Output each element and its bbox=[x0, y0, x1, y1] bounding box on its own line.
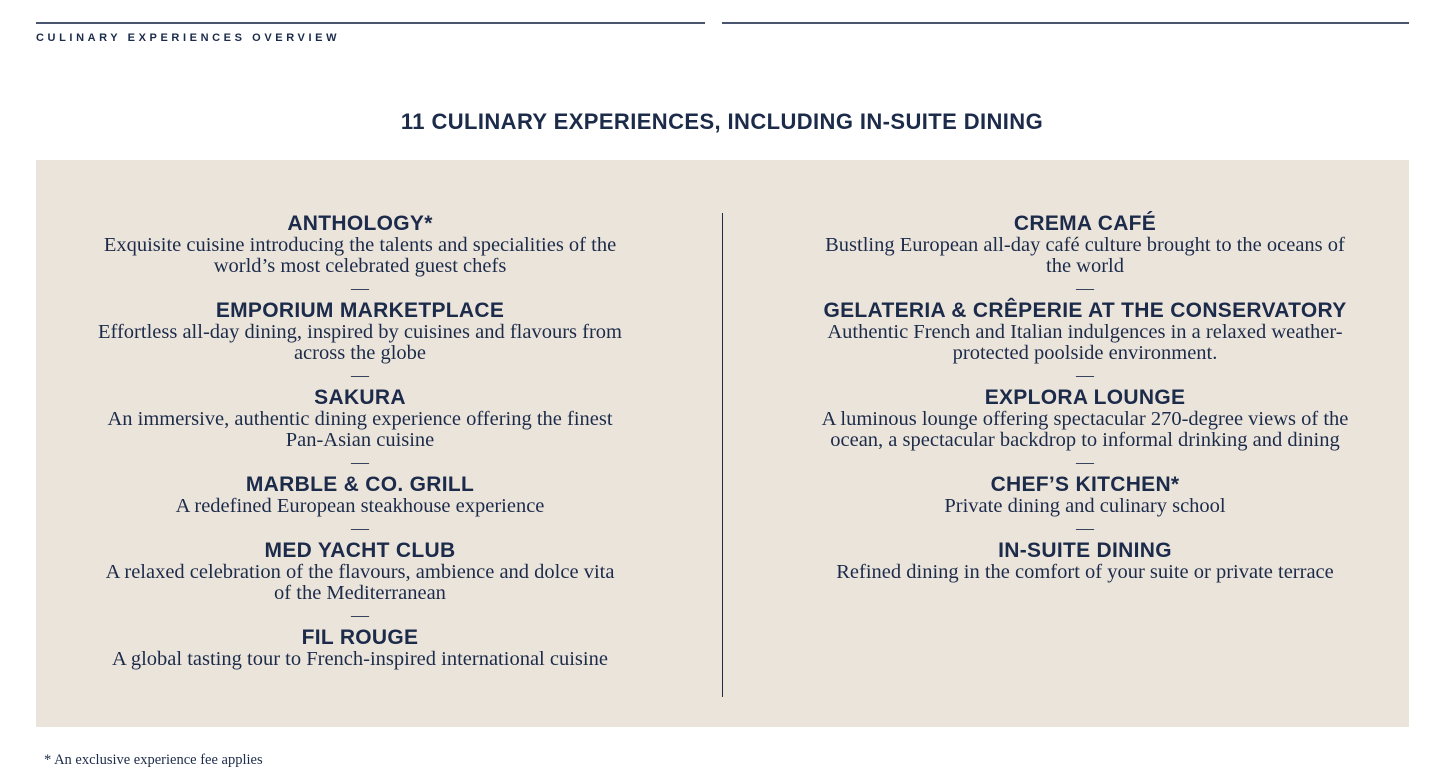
venue-name: GELATERIA & CRÊPERIE AT THE CONSERVATORY bbox=[823, 299, 1347, 322]
fee-footnote: * An exclusive experience fee applies bbox=[44, 752, 263, 768]
separator-dash: — bbox=[351, 365, 369, 385]
separator-dash: — bbox=[351, 605, 369, 625]
venue-crema-cafe bbox=[820, 212, 1350, 277]
venue-description: A luminous lounge offering spectacular 270-degree views of the ocean, a spectacular backdrop to informal drinking and dining bbox=[821, 408, 1349, 451]
separator-dash: — bbox=[1076, 365, 1094, 385]
separator-dash: — bbox=[1076, 278, 1094, 298]
separator-dash: — bbox=[1076, 452, 1094, 472]
section-label: CULINARY EXPERIENCES OVERVIEW bbox=[36, 32, 341, 44]
venues-column-left bbox=[96, 212, 624, 670]
venue-name: MARBLE & CO. GRILL bbox=[245, 473, 475, 496]
venue-name: IN-SUITE DINING bbox=[998, 539, 1172, 562]
venue-name: CREMA CAFÉ bbox=[1013, 212, 1157, 235]
venue-chefs-kitchen bbox=[820, 473, 1350, 517]
separator-dash: — bbox=[351, 518, 369, 538]
venue-description: Exquisite cuisine introducing the talents and specialities of the world’s most celebrated guest chefs bbox=[103, 234, 617, 277]
venue-emporium-marketplace bbox=[96, 299, 624, 364]
venue-name: SAKURA bbox=[314, 386, 406, 409]
venue-name: EXPLORA LOUNGE bbox=[984, 386, 1186, 409]
column-divider bbox=[722, 213, 723, 697]
venue-gelateria-creperie bbox=[820, 299, 1350, 364]
venue-name: CHEF’S KITCHEN* bbox=[990, 473, 1180, 496]
venue-name: FIL ROUGE bbox=[301, 626, 419, 649]
venue-name: ANTHOLOGY* bbox=[287, 212, 433, 235]
venue-description: Authentic French and Italian indulgences in a relaxed weather-protected poolside environment. bbox=[827, 321, 1343, 364]
venue-description: Private dining and culinary school bbox=[944, 495, 1226, 517]
venues-column-right bbox=[820, 212, 1350, 583]
venue-description: Effortless all-day dining, inspired by cuisines and flavours from across the globe bbox=[98, 321, 622, 364]
venue-description: A relaxed celebration of the flavours, ambience and dolce vita of the Mediterranean bbox=[105, 561, 615, 604]
page-headline: 11 CULINARY EXPERIENCES, INCLUDING IN-SUITE DINING bbox=[400, 109, 1044, 134]
separator-dash: — bbox=[351, 278, 369, 298]
top-rule-left bbox=[36, 22, 705, 24]
venue-description: Bustling European all-day café culture brought to the oceans of the world bbox=[825, 234, 1345, 277]
venue-description: Refined dining in the comfort of your suite or private terrace bbox=[836, 561, 1334, 583]
top-rule-right bbox=[722, 22, 1409, 24]
venue-name: EMPORIUM MARKETPLACE bbox=[215, 299, 505, 322]
separator-dash: — bbox=[351, 452, 369, 472]
venue-name: MED YACHT CLUB bbox=[264, 539, 456, 562]
venue-description: A redefined European steakhouse experience bbox=[175, 495, 545, 517]
venue-sakura bbox=[96, 386, 624, 451]
venue-description: An immersive, authentic dining experience offering the finest Pan-Asian cuisine bbox=[107, 408, 613, 451]
venue-anthology bbox=[96, 212, 624, 277]
separator-dash: — bbox=[1076, 518, 1094, 538]
venue-marble-co-grill bbox=[96, 473, 624, 517]
venue-description: A global tasting tour to French-inspired international cuisine bbox=[112, 648, 608, 670]
venue-explora-lounge bbox=[820, 386, 1350, 451]
venue-in-suite-dining bbox=[820, 539, 1350, 583]
venue-fil-rouge bbox=[96, 626, 624, 670]
venue-med-yacht-club bbox=[96, 539, 624, 604]
